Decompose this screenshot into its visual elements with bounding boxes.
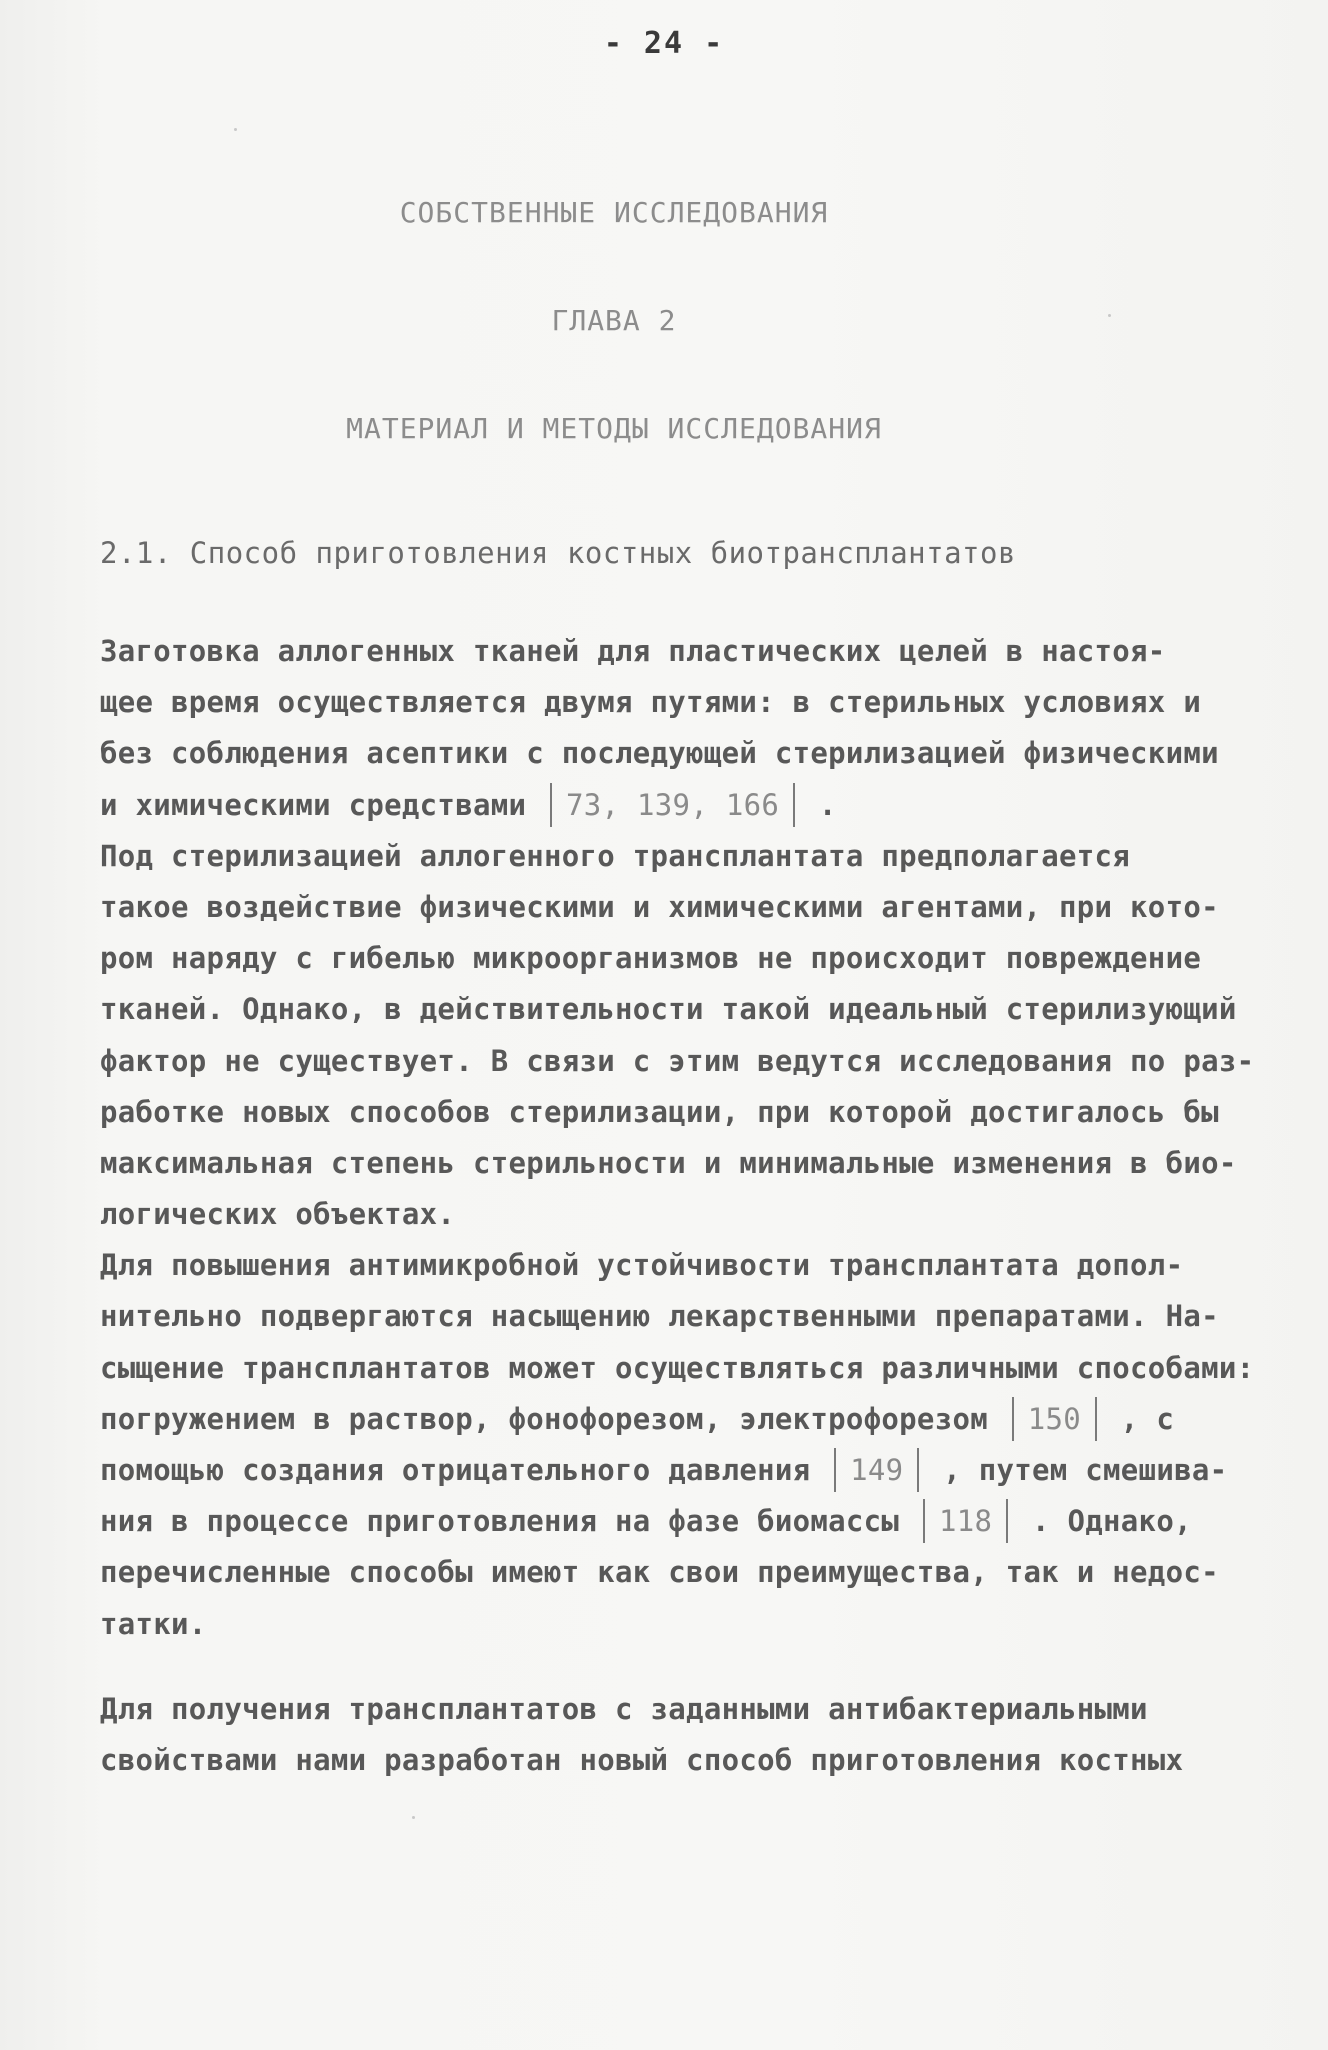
text-fragment: ния в процессе приготовления на фазе биомассы [100, 1504, 900, 1539]
scan-speck [1108, 314, 1111, 317]
text-line: ром наряду с гибелью микроорганизмов не происходит повреждение [100, 941, 1202, 976]
text-line-with-reference [100, 780, 1260, 831]
text-line: сыщение трансплантатов может осуществляться различными способами: [100, 1350, 1255, 1385]
text-fragment: . [818, 787, 837, 822]
text-line-with-reference [100, 1445, 1260, 1496]
text-line: Для получения трансплантатов с заданными антибактериальными [100, 1691, 1148, 1726]
text-fragment: погружением в раствор, фонофорезом, электрофорезом [100, 1401, 988, 1436]
text-fragment: , путем смешива- [943, 1453, 1228, 1487]
reference-bracket: 149 [834, 1448, 919, 1492]
text-line: максимальная степень стерильности и минимальные изменения в био- [100, 1145, 1237, 1180]
text-line: фактор не существует. В связи с этим ведутся исследования по раз- [100, 1043, 1255, 1078]
text-line: щее время осуществляется двумя путями: в стерильных условиях и [100, 685, 1202, 720]
scan-speck [234, 128, 237, 131]
body-text [100, 626, 1260, 1786]
reference-bracket: 118 [923, 1499, 1008, 1543]
text-line: татки. [100, 1606, 207, 1641]
text-line: логических объектах. [100, 1197, 456, 1232]
text-line: без соблюдения асептики с последующей стерилизацией физическими [100, 736, 1219, 771]
text-line: нительно подвергаются насыщению лекарственными препаратами. На- [100, 1299, 1219, 1334]
text-line: Заготовка аллогенных тканей для пластических целей в настоя- [100, 634, 1166, 668]
part-heading: СОБСТВЕННЫЕ ИССЛЕДОВАНИЯ [399, 196, 829, 229]
text-line: тканей. Однако, в действительности такой идеальный стерилизующий [100, 992, 1237, 1027]
chapter-heading: ГЛАВА 2 [551, 304, 677, 337]
paragraph-gap [100, 1650, 1260, 1684]
text-fragment: . Однако, [1032, 1504, 1192, 1539]
text-fragment: помощью создания отрицательного давления [100, 1453, 811, 1487]
text-line: Для повышения антимикробной устойчивости трансплантата допол- [100, 1248, 1184, 1283]
text-line: свойствами нами разработан новый способ приготовления костных [100, 1742, 1184, 1777]
text-line: Под стерилизацией аллогенного трансплантата предполагается [100, 838, 1131, 873]
chapter-title: МАТЕРИАЛ И МЕТОДЫ ИССЛЕДОВАНИЯ [346, 412, 882, 445]
text-fragment: , с [1120, 1401, 1175, 1436]
reference-bracket: 73, 139, 166 [550, 783, 795, 827]
section-title: 2.1. Способ приготовления костных биотрансплантатов [100, 536, 1016, 570]
text-line-with-reference [100, 1496, 1260, 1547]
text-line: такое воздействие физическими и химическими агентами, при кото- [100, 889, 1219, 924]
scan-speck [412, 1816, 415, 1819]
page-number: - 24 - [603, 26, 725, 61]
reference-bracket: 150 [1012, 1397, 1097, 1441]
text-fragment: и химическими средствами [100, 787, 527, 822]
text-line: работке новых способов стерилизации, при которой достигалось бы [100, 1094, 1219, 1129]
text-line: перечисленные способы имеют как свои преимущества, так и недос- [100, 1555, 1219, 1590]
text-line-with-reference [100, 1394, 1260, 1445]
